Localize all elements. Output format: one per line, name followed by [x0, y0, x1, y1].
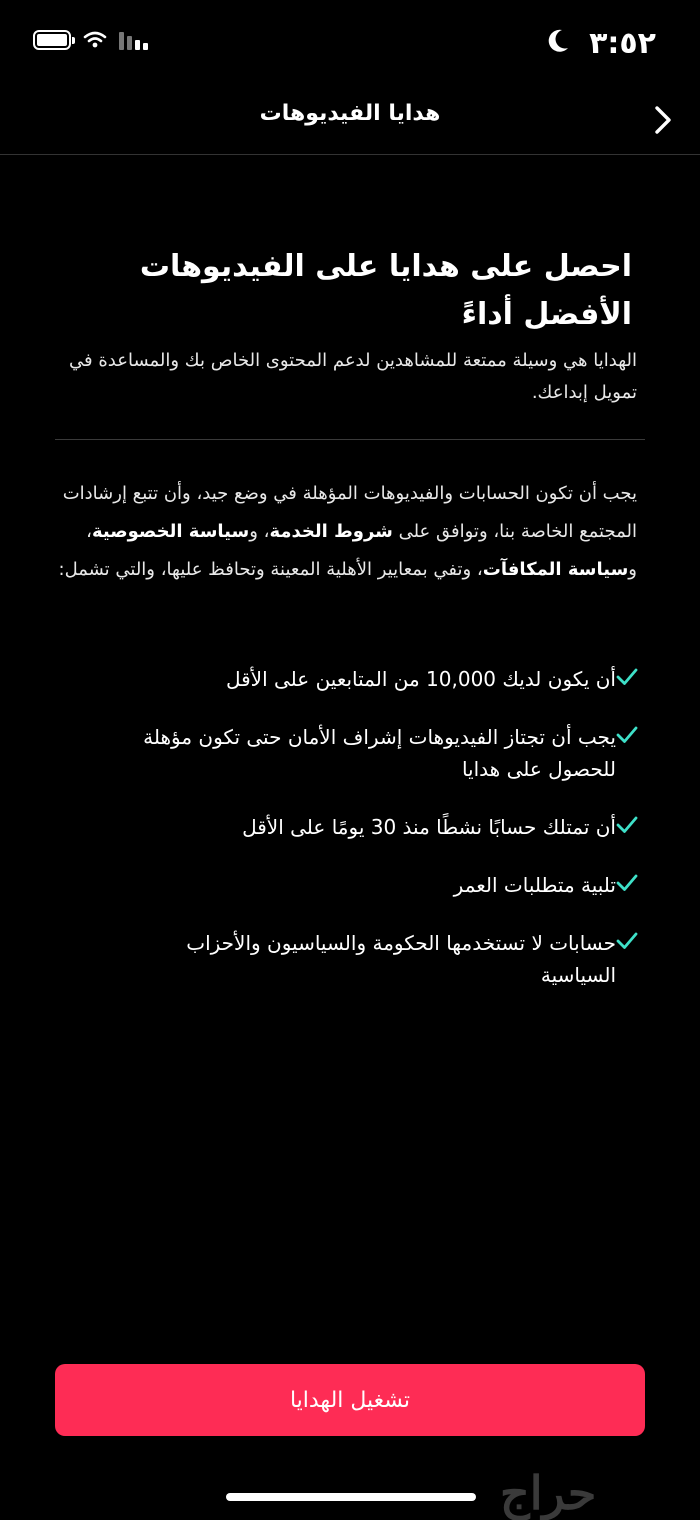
status-bar [0, 0, 700, 86]
watermark-logo: حراج [500, 1466, 597, 1520]
back-button[interactable] [652, 104, 674, 136]
requirements-list [120, 663, 690, 991]
eligibility-sep1: ، و [249, 521, 270, 542]
privacy-policy-link[interactable]: سياسة الخصوصية [91, 521, 250, 542]
signal-icon [119, 30, 153, 50]
requirement-item [120, 663, 690, 695]
status-icons [33, 30, 153, 50]
requirement-item [120, 927, 690, 991]
wifi-icon [83, 30, 107, 50]
requirement-text: يجب أن تجتاز الفيديوهات إشراف الأمان حتى تكون مؤهلة للحصول على هدايا [143, 725, 616, 781]
checkmark-icon [616, 930, 638, 952]
checkmark-icon [616, 872, 638, 894]
home-indicator[interactable] [226, 1493, 476, 1501]
page-title: هدايا الفيديوهات [259, 101, 441, 126]
requirement-item [120, 721, 690, 785]
requirement-text: أن يكون لديك 10,000 من المتابعين على الأقل [225, 667, 616, 691]
checkmark-icon [616, 666, 638, 688]
eligibility-part1: يجب أن تكون الحسابات والفيديوهات المؤهلة في وضع جيد، وأن تتبع إرشادات المجتمع الخاصة بنا، وتوافق على [62, 483, 637, 542]
requirement-text: حسابات لا تستخدمها الحكومة والسياسيون والأحزاب السياسية [186, 931, 616, 987]
requirement-text: أن تمتلك حسابًا نشطًا منذ 30 يومًا على الأقل [242, 815, 616, 839]
divider [55, 439, 645, 440]
eligibility-sep2: ، و [86, 521, 637, 580]
intro-text: الهدايا هي وسيلة ممتعة للمشاهدين لدعم المحتوى الخاص بك والمساعدة في تمويل إبداعك. [69, 350, 637, 403]
requirement-item [120, 869, 690, 901]
requirement-text: تلبية متطلبات العمر [453, 873, 616, 897]
battery-icon [33, 30, 71, 50]
checkmark-icon [616, 814, 638, 836]
terms-of-service-link[interactable]: شروط الخدمة [269, 521, 393, 542]
headline: احصل على هدايا على الفيديوهات الأفضل أداءً [139, 249, 632, 332]
nav-bar [0, 86, 700, 155]
eligibility-text [55, 475, 637, 589]
eligibility-part2: ، وتفي بمعايير الأهلية المعينة وتحافظ عليها، والتي تشمل: [58, 559, 483, 580]
moon-icon [546, 28, 570, 54]
rewards-policy-link[interactable]: سياسة المكافآت [482, 559, 629, 580]
requirement-item [120, 811, 690, 843]
enable-gifts-button[interactable]: تشغيل الهدايا [55, 1364, 645, 1436]
checkmark-icon [616, 724, 638, 746]
status-time: ٣:٥٢ [589, 26, 656, 61]
